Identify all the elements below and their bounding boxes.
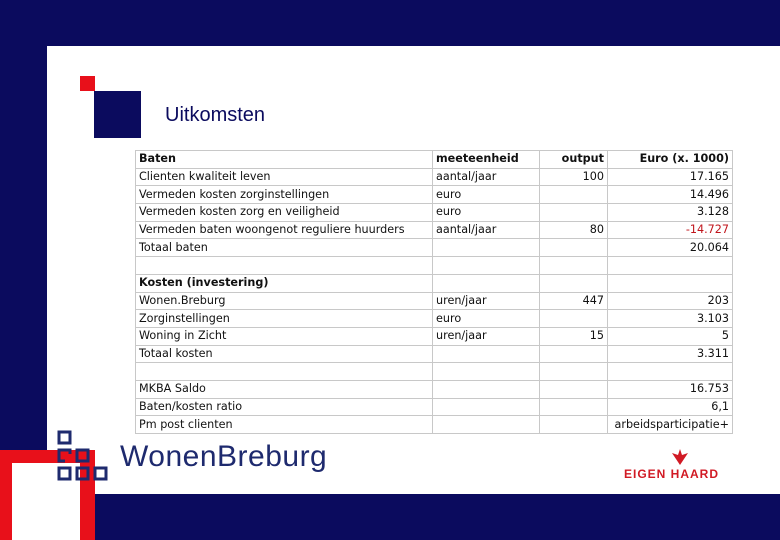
- table-cell-c4: [608, 274, 733, 292]
- table-row: [136, 151, 733, 169]
- table-cell-c3: [540, 345, 608, 363]
- table-cell-c4: 6,1: [608, 398, 733, 416]
- table-cell-c2: euro: [433, 310, 540, 328]
- table-row: [136, 204, 733, 222]
- table-cell-c3: [540, 186, 608, 204]
- table-row: [136, 257, 733, 275]
- table-cell-c1: MKBA Saldo: [136, 380, 433, 398]
- table-cell-c1: Baten/kosten ratio: [136, 398, 433, 416]
- wonenbreburg-wordmark: WonenBreburg: [120, 440, 328, 473]
- table-cell-c4: [608, 257, 733, 275]
- table-cell-c2: uren/jaar: [433, 327, 540, 345]
- table-cell-c4: [608, 363, 733, 381]
- results-table: [135, 150, 733, 434]
- table-cell-c3: output: [540, 151, 608, 169]
- table-cell-c3: [540, 257, 608, 275]
- table-cell-c2: aantal/jaar: [433, 168, 540, 186]
- table-row: [136, 310, 733, 328]
- table-row: [136, 168, 733, 186]
- table-cell-c3: [540, 398, 608, 416]
- table-row: [136, 345, 733, 363]
- table-cell-c1: Kosten (investering): [136, 274, 433, 292]
- table-cell-c4: 203: [608, 292, 733, 310]
- table-row: [136, 239, 733, 257]
- table-cell-c1: Totaal baten: [136, 239, 433, 257]
- table-cell-c1: [136, 257, 433, 275]
- table-cell-c3: [540, 274, 608, 292]
- table-cell-c2: [433, 416, 540, 434]
- table-cell-c1: Totaal kosten: [136, 345, 433, 363]
- eigenhaard-mark-icon: [668, 447, 692, 467]
- table-cell-c2: [433, 239, 540, 257]
- table-cell-c3: [540, 310, 608, 328]
- table-cell-c4: Euro (x. 1000): [608, 151, 733, 169]
- wonenbreburg-logo-icon: [55, 428, 123, 490]
- table-cell-c2: [433, 363, 540, 381]
- table-cell-c1: Vermeden kosten zorg en veiligheid: [136, 204, 433, 222]
- table-cell-c3: 100: [540, 168, 608, 186]
- table-cell-c1: Baten: [136, 151, 433, 169]
- table-cell-c2: [433, 398, 540, 416]
- table-row: [136, 274, 733, 292]
- table-cell-c3: [540, 363, 608, 381]
- page-title: Uitkomsten: [165, 104, 266, 126]
- table-cell-c2: [433, 380, 540, 398]
- table-row: [136, 327, 733, 345]
- table-row: [136, 380, 733, 398]
- table-cell-c1: Zorginstellingen: [136, 310, 433, 328]
- table-cell-c2: [433, 257, 540, 275]
- table-cell-c3: [540, 380, 608, 398]
- table-cell-c4: 17.165: [608, 168, 733, 186]
- table-row: [136, 186, 733, 204]
- table-cell-c4: arbeidsparticipatie+: [608, 416, 733, 434]
- table-cell-c3: [540, 239, 608, 257]
- table-cell-c3: 15: [540, 327, 608, 345]
- navy-square-decoration: [94, 91, 141, 138]
- table-cell-c2: [433, 274, 540, 292]
- red-square-decoration: [80, 76, 95, 91]
- table-cell-c4: 14.496: [608, 186, 733, 204]
- table-cell-c3: [540, 416, 608, 434]
- table-cell-c1: Wonen.Breburg: [136, 292, 433, 310]
- table-cell-c1: [136, 363, 433, 381]
- table-cell-c2: uren/jaar: [433, 292, 540, 310]
- table-cell-c4: 3.103: [608, 310, 733, 328]
- table-cell-c4: 3.311: [608, 345, 733, 363]
- table-cell-c4: 3.128: [608, 204, 733, 222]
- table-cell-c4: 20.064: [608, 239, 733, 257]
- table-cell-c1: Vermeden baten woongenot reguliere huurders: [136, 221, 433, 239]
- table-cell-c4: 5: [608, 327, 733, 345]
- table-row: [136, 221, 733, 239]
- table-cell-c3: 447: [540, 292, 608, 310]
- table-cell-c2: [433, 345, 540, 363]
- table-cell-c2: aantal/jaar: [433, 221, 540, 239]
- table-cell-c2: euro: [433, 204, 540, 222]
- table-cell-c3: 80: [540, 221, 608, 239]
- table-cell-c3: [540, 204, 608, 222]
- table-row: [136, 416, 733, 434]
- table-cell-c1: Woning in Zicht: [136, 327, 433, 345]
- table-cell-c4: 16.753: [608, 380, 733, 398]
- table-cell-c2: meeteenheid: [433, 151, 540, 169]
- table-row: [136, 363, 733, 381]
- table-row: [136, 292, 733, 310]
- footer-band: [0, 494, 780, 540]
- table-cell-c1: Pm post clienten: [136, 416, 433, 434]
- table-cell-c1: Clienten kwaliteit leven: [136, 168, 433, 186]
- table-cell-c4: -14.727: [608, 221, 733, 239]
- table-cell-c1: Vermeden kosten zorginstellingen: [136, 186, 433, 204]
- table-cell-c2: euro: [433, 186, 540, 204]
- table-row: [136, 398, 733, 416]
- eigenhaard-wordmark: EIGEN HAARD: [624, 467, 720, 481]
